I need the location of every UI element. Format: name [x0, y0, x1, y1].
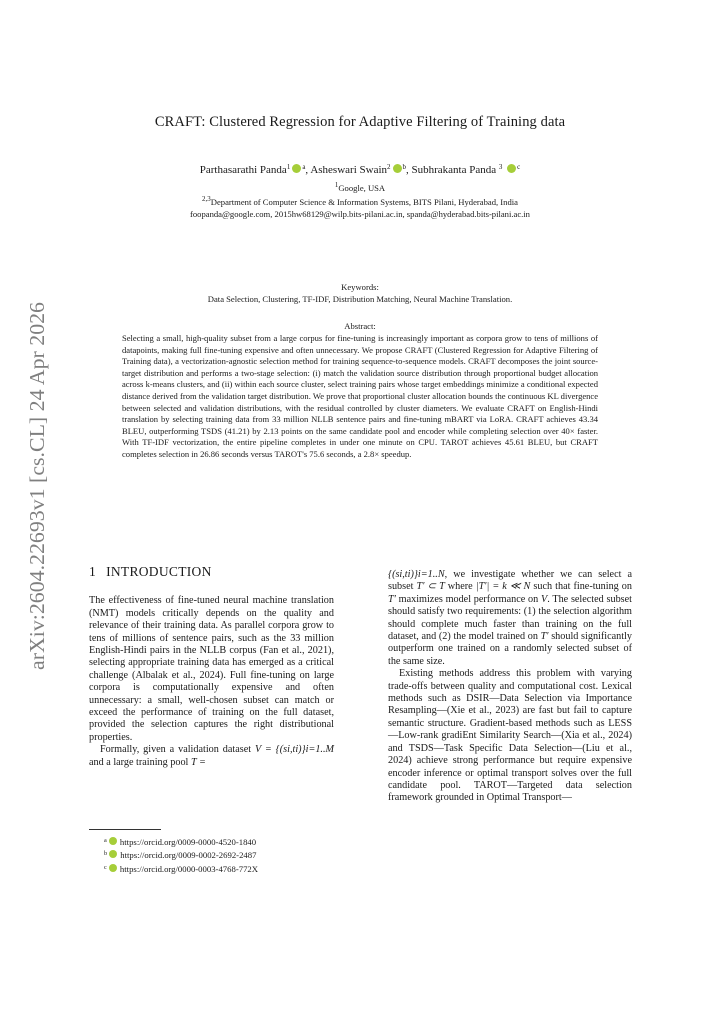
paper-title: CRAFT: Clustered Regression for Adaptive Filtering of Training data [154, 114, 566, 130]
intro-paragraph-3: Existing methods address this problem with varying trade-offs between quality and computational cost. Lexical methods such as DSIR—Data Selection via Importance Resampling—(Xie et al., 2023) are fast but fail to capture semantic structure. Gradient-based methods such as LESS—Low-rank gradiEnt Similarity Search—(Xia et al., 2024) and TSDS—Task Specific Data Selection—(Liu et al., 2024) achieve strong performance but require expensive encoder inference or optimal transport solves over the full candidate pool. TAROT—Targeted data selection framework grounded in Optimal Transport— [388, 668, 632, 804]
footnotes [104, 835, 258, 875]
footnote-mark: a [104, 837, 107, 844]
footnote-mark: b [104, 850, 108, 858]
math-validation-set: V = {(si,ti)}i=1..M [254, 744, 334, 756]
author-emails: foopanda@google.com, 2015hw68129@wilp.bits-pilani.ac.in, spanda@hyderabad.bits-pilani.ac.in [190, 209, 530, 219]
orcid-mark: b [402, 163, 407, 171]
author-sup: 1 [286, 163, 291, 171]
math-budget: |T′| = k ≪ N [475, 581, 531, 593]
affiliation-sup: 2,3 [202, 195, 211, 203]
math-training-pool-def: {(si,ti)}i=1..N [388, 569, 445, 580]
orcid-icon[interactable] [507, 164, 516, 173]
author-name: Subhrakanta Panda [411, 164, 497, 176]
keywords-text: Data Selection, Clustering, TF-IDF, Distribution Matching, Neural Machine Translation. [207, 294, 513, 304]
orcid-icon[interactable] [393, 164, 402, 173]
affiliation-google [90, 181, 630, 193]
author-name: Asheswari Swain [310, 164, 388, 176]
footnote-link[interactable]: https://orcid.org/0000-0003-4768-772X [119, 863, 259, 874]
orcid-mark: a [302, 163, 306, 171]
footnote-item [104, 835, 258, 848]
math-validation-ref: V [540, 593, 548, 605]
affiliation-bits [90, 195, 630, 207]
text-run: such that fine-tuning on [530, 581, 632, 593]
math-subset-ref: T′ [540, 631, 549, 643]
arxiv-side-stamp [12, 300, 58, 670]
author-sup: 2 [387, 163, 391, 171]
footnote-item [104, 848, 258, 861]
abstract-heading: Abstract: [344, 321, 376, 331]
intro-paragraph-2-cont [388, 569, 632, 668]
text-run: Formally, given a validation dataset [100, 744, 255, 756]
left-column [89, 566, 334, 769]
author-separator: , [406, 164, 412, 176]
text-run: , we investigate whether we can select a subset [388, 569, 632, 593]
author-separator: , [305, 164, 311, 176]
orcid-icon [109, 837, 117, 845]
footnote-mark: c [104, 863, 107, 871]
affiliation-text: Department of Computer Science & Information Systems, BITS Pilani, Hyderabad, India [210, 197, 518, 207]
footnote-item [104, 862, 258, 875]
keywords-heading: Keywords: [341, 282, 379, 292]
author-line [90, 163, 630, 176]
section-title: INTRODUCTION [106, 564, 212, 579]
affiliation-text: Google, USA [338, 183, 386, 193]
author-sup: 3 [498, 163, 503, 171]
math-subset-ref: T′ [388, 593, 396, 605]
footnote-link[interactable]: https://orcid.org/0009-0000-4520-1840 [119, 837, 257, 847]
math-subset: T′ ⊂ T [416, 581, 445, 593]
text-run: should significantly outperform one trained on a randomly selected subset of the same size. [388, 631, 632, 667]
intro-paragraph-1: The effectiveness of fine-tuned neural machine translation (NMT) models critically depends on the quality and relevance of their training data. As parallel corpora grow to tens of millions of sentence pairs, such as the 33 million English-Hindi pairs in the NLLB corpus (Fan et al., 2021), selecting appropriate training data has emerged as a critical challenge (Albalak et al., 2024). Full fine-tuning on large corpora is computationally expensive and often unnecessary: a small, well-chosen subset can match or exceed the performance of training on the full dataset, provided the selection captures the right distributional properties. [89, 595, 334, 743]
author-name: Parthasarathi Panda [199, 164, 287, 176]
orcid-icon[interactable] [292, 164, 301, 173]
abstract-text: Selecting a small, high-quality subset from a large corpus for fine-tuning is increasingly important as corpora grow to tens of millions of datapoints, making full fine-tuning expensive and often unnecessary. We propose CRAFT (Clustered Regression for Adaptive Filtering of Training data), a vectorization-agnostic selection method for training sequence-to-sequence models. CRAFT decomposes the joint source-target distribution and performs a two-stage selection: (i) match the validation source distribution through proportional budget allocation across k-means clusters, and (ii) within each source cluster, select training pairs whose target embeddings minimize a conditional expected distance derived from the validation target distribution. We prove that proportional cluster allocation bounds the continuous KL divergence between selected and validation distributions, with the residual controlled by cluster diameters. We evaluate CRAFT on English-Hindi translation by selecting training data from 33 million NLLB sentence pairs and fine-tuning mBART via LoRA. CRAFT achieves 43.34 BLEU, outperforming TSDS (41.21) by 2.13 points on the same candidate pool and encoder while completing selection over 40× faster. With TF-IDF vectorization, the entire pipeline completes in under one minute on CPU. TAROT achieves 45.61 BLEU, but CRAFT completes selection in 26.86 seconds versus TAROT's 75.6 seconds, a 2.8× speedup. [122, 333, 598, 459]
text-run: and a large training pool [89, 756, 191, 768]
section-heading [89, 566, 334, 578]
text-run: . The selected subset should satisfy two requirements: (1) the selection algorithm should complete much faster than training on the full dataset, and (2) the model trained on [388, 593, 632, 643]
math-training-pool: T = [190, 756, 206, 768]
text-run: maximizes model performance on [395, 593, 541, 605]
footnote-rule [89, 829, 161, 830]
footnote-link[interactable]: https://orcid.org/0009-0002-2692-2487 [120, 850, 257, 861]
affiliation-sup: 1 [334, 181, 339, 189]
orcid-icon [109, 850, 117, 858]
arxiv-identifier: arXiv:2604.22693v1 [cs.CL] 24 Apr 2026 [25, 316, 49, 670]
section-number: 1 [89, 564, 97, 579]
orcid-mark: c [517, 163, 521, 171]
orcid-icon [109, 864, 117, 872]
right-column [388, 569, 632, 805]
intro-paragraph-2 [89, 744, 334, 769]
text-run: where [444, 581, 476, 593]
